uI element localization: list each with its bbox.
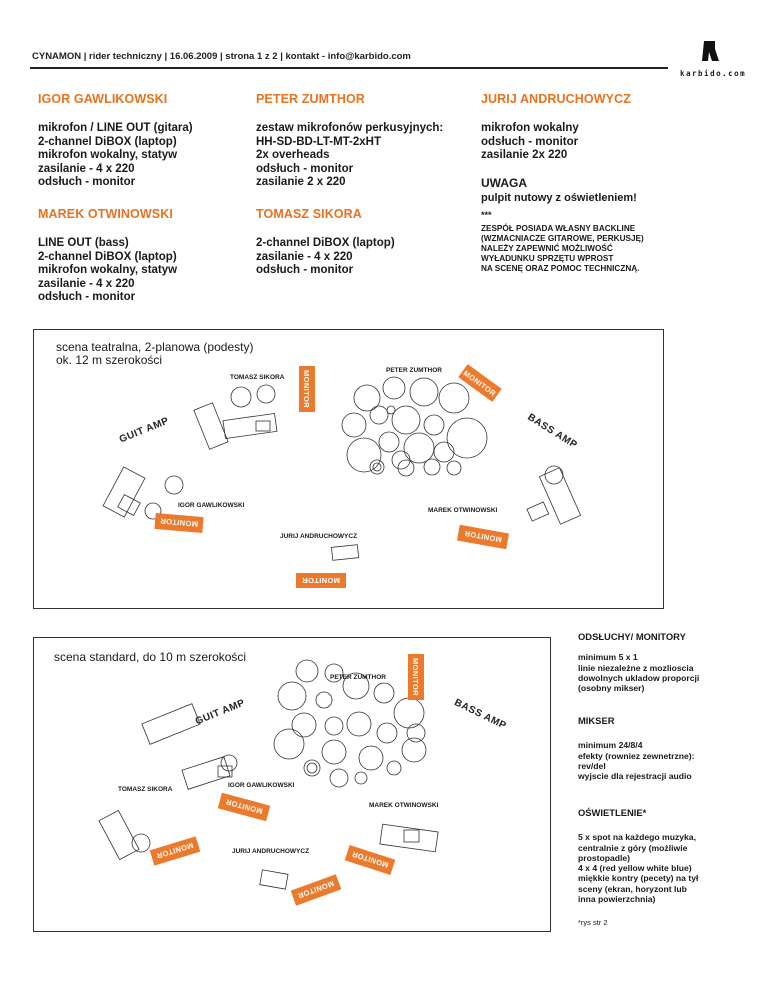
monitor-wedge: MONITOR — [291, 874, 342, 905]
laptop — [527, 502, 549, 521]
karbido-logo — [680, 40, 747, 78]
music-stand — [331, 545, 358, 561]
cymbal — [274, 729, 304, 759]
drum-shell — [379, 432, 399, 452]
req-line: 2-channel DiBOX (laptop) — [38, 135, 177, 148]
req-line: odsłuch - monitor — [38, 176, 136, 188]
backline-line: (WZMACNIACZE GITAROWE, PERKUSJĘ) — [481, 234, 644, 243]
bass-amp-label: BASS AMP — [525, 411, 580, 452]
table — [182, 757, 230, 790]
musician-requirements — [481, 122, 711, 163]
drum-shell — [424, 415, 444, 435]
req-line: mikrofon wokalny — [481, 122, 579, 134]
monitor-wedge: MONITOR — [408, 654, 424, 700]
musician-marek — [38, 207, 268, 305]
drum-shell — [316, 692, 332, 708]
label-peter: PETER ZUMTHOR — [386, 367, 442, 374]
hihat — [307, 763, 317, 773]
stool — [257, 385, 275, 403]
drum-shell — [359, 746, 383, 770]
spec-line: inna powierzchnia) — [578, 894, 656, 905]
music-stand — [260, 870, 288, 889]
musician-requirements — [256, 122, 486, 190]
laptop — [256, 421, 270, 431]
cymbal — [278, 682, 306, 710]
drum-shell — [398, 460, 414, 476]
musician-requirements — [38, 237, 268, 305]
req-line: 2-channel DiBOX (laptop) — [38, 250, 177, 263]
label-tomasz: TOMASZ SIKORA — [118, 786, 173, 793]
header-rule — [30, 67, 668, 69]
backline-text — [481, 224, 711, 274]
spec-line: dowolnych ukladow proporcji — [578, 672, 700, 683]
drum-shell — [296, 660, 318, 682]
req-line: zasilanie 2x 220 — [481, 149, 568, 161]
backline-line: ZESPÓŁ POSIADA WŁASNY BACKLINE — [481, 224, 636, 233]
backline-line: WYŁADUNKU SPRZĘTU WPROST — [481, 254, 614, 263]
spec-title: OŚWIETLENIE* — [578, 807, 647, 818]
req-line: odsłuch - monitor — [256, 162, 354, 175]
req-line: LINE OUT (bass) — [38, 237, 129, 249]
table — [539, 468, 580, 524]
stool — [231, 387, 251, 407]
label-jurij: JURIJ ANDRUCHOWYCZ — [280, 533, 358, 540]
hihat — [304, 760, 320, 776]
kick-drum — [404, 433, 434, 463]
req-line: odsłuch - monitor — [38, 291, 136, 303]
laptop — [118, 495, 140, 516]
req-line: mikrofon / LINE OUT (gitara) — [38, 122, 193, 134]
label-jurij: JURIJ ANDRUCHOWYCZ — [232, 848, 310, 855]
req-line: mikrofon wokalny, statyw — [38, 149, 178, 161]
cymbal — [394, 698, 424, 728]
table — [380, 824, 438, 852]
req-line: mikrofon wokalny, statyw — [38, 264, 178, 276]
cymbal — [447, 418, 487, 458]
musician-name: IGOR GAWLIKOWSKI — [38, 92, 168, 106]
musician-name: PETER ZUMTHOR — [256, 92, 365, 106]
stage-title-line: ok. 12 m szerokości — [56, 353, 163, 367]
monitor-wedge: MONITOR — [345, 845, 396, 875]
stage-plan-standard — [33, 637, 551, 932]
backline-stars: *** — [481, 210, 492, 220]
req-line: 2x overheads — [256, 149, 330, 161]
musician-requirements — [256, 237, 486, 278]
drum-shell — [330, 769, 348, 787]
drum-shell — [439, 383, 469, 413]
drum-shell — [424, 459, 440, 475]
drum-shell — [392, 406, 420, 434]
req-line: odsłuch - monitor — [256, 264, 354, 276]
drum-shell — [347, 712, 371, 736]
hihat — [373, 463, 381, 471]
drum-shell — [325, 717, 343, 735]
kick-drum — [322, 740, 346, 764]
cymbal — [347, 438, 381, 472]
spec-line: (osobny mikser) — [578, 683, 645, 694]
monitor-wedge: MONITOR — [150, 836, 201, 865]
backline-note — [481, 210, 711, 274]
footnote: *rys str 2 — [578, 918, 608, 928]
bass-amp-label: BASS AMP — [452, 697, 508, 732]
monitor-wedge: MONITOR — [218, 793, 270, 821]
stool — [165, 476, 183, 494]
label-marek: MAREK OTWINOWSKI — [428, 507, 498, 514]
label-tomasz: TOMASZ SIKORA — [230, 374, 285, 381]
spec-lighting — [578, 808, 728, 929]
spec-line: efekty (rowniez zewnetrzne): — [578, 750, 695, 761]
req-line: HH-SD-BD-LT-MT-2xHT — [256, 135, 381, 148]
drum-shell — [370, 406, 388, 424]
table — [99, 810, 139, 859]
spec-mixer — [578, 716, 728, 781]
musician-name: JURIJ ANDRUCHOWYCZ — [481, 92, 631, 106]
stool — [132, 834, 150, 852]
drum-shell — [355, 772, 367, 784]
drum-shell — [434, 442, 454, 462]
karbido-logo-icon — [700, 40, 720, 62]
req-line: zasilanie 2 x 220 — [256, 176, 346, 188]
document-header: CYNAMON | rider techniczny | 16.06.2009 | strona 1 z 2 | kontakt - info@karbido.com — [32, 51, 411, 62]
spec-line: rev/del — [578, 760, 606, 771]
musician-jurij — [481, 92, 711, 206]
spec-line: 4 x 4 (red yellow white blue) — [578, 863, 692, 874]
spec-line: miękkie kontry (pecety) na tył — [578, 873, 699, 884]
stool — [221, 755, 237, 771]
req-line: 2-channel DiBOX (laptop) — [256, 237, 395, 249]
monitor-wedge: MONITOR — [299, 366, 315, 412]
drum-shell — [377, 723, 397, 743]
req-line: zestaw mikrofonów perkusyjnych: — [256, 122, 444, 134]
musician-igor — [38, 92, 268, 190]
spec-line: wyjscie dla rejestracji audio — [578, 771, 692, 782]
drum-shell — [387, 406, 395, 414]
drum-shell — [410, 378, 438, 406]
spec-line: minimum 5 x 1 — [578, 652, 638, 663]
drum-shell — [374, 683, 394, 703]
stage-title-line: scena teatralna, 2-planowa (podesty) — [56, 340, 254, 354]
drum-shell — [342, 413, 366, 437]
musician-requirements — [38, 122, 268, 190]
guitar-amp-label: GUIT AMP — [193, 697, 247, 728]
label-igor: IGOR GAWLIKOWSKI — [228, 782, 295, 789]
guitar-amp-label: GUIT AMP — [117, 415, 171, 446]
stage-equipment-drawing — [34, 330, 665, 610]
req-line: zasilanie - 4 x 220 — [38, 162, 135, 175]
spec-title: MIKSER — [578, 715, 615, 726]
spec-line: centralnie z góry (możliwie — [578, 842, 688, 853]
uwaga-title: UWAGA — [481, 175, 527, 190]
musician-name: TOMASZ SIKORA — [256, 207, 362, 221]
stool — [545, 466, 563, 484]
musician-tomasz — [256, 207, 486, 278]
musician-peter — [256, 92, 486, 190]
uwaga-text: pulpit nutowy z oświetleniem! — [481, 192, 637, 204]
spec-line: sceny (ekran, horyzont lub — [578, 883, 687, 894]
table — [223, 413, 277, 438]
drum-shell — [447, 461, 461, 475]
musician-name: MAREK OTWINOWSKI — [38, 207, 173, 221]
monitor-wedge: MONITOR — [458, 364, 501, 402]
spec-line: minimum 24/8/4 — [578, 740, 643, 751]
req-line: zasilanie - 4 x 220 — [256, 250, 353, 263]
table — [142, 704, 200, 745]
laptop — [404, 830, 419, 842]
drum-shell — [383, 377, 405, 399]
label-marek: MAREK OTWINOWSKI — [369, 802, 439, 809]
stage-title: scena standard, do 10 m szerokości — [54, 650, 247, 664]
drum-shell — [354, 385, 380, 411]
table — [103, 467, 145, 517]
spec-line: linie niezależne z mozlioscia — [578, 662, 694, 673]
backline-line: NA SCENĘ ORAZ POMOC TECHNICZNĄ. — [481, 264, 640, 273]
spec-line: prostopadle) — [578, 852, 631, 863]
drum-shell — [387, 761, 401, 775]
logo-text: karbido.com — [680, 69, 747, 78]
monitor-wedge: MONITOR — [154, 513, 203, 533]
monitor-wedge: MONITOR — [296, 573, 346, 588]
monitor-wedge: MONITOR — [457, 525, 509, 549]
hihat — [370, 460, 384, 474]
label-igor: IGOR GAWLIKOWSKI — [178, 502, 245, 509]
drum-shell — [292, 713, 316, 737]
backline-line: NALEŻY ZAPEWNIĆ MOŻLIWOŚĆ — [481, 244, 613, 253]
req-line: odsłuch - monitor — [481, 135, 579, 148]
spec-title: ODSŁUCHY/ MONITORY — [578, 631, 686, 642]
stage-plan-theatre — [33, 329, 664, 609]
req-line: zasilanie - 4 x 220 — [38, 277, 135, 290]
spec-line: 5 x spot na każdego muzyka, — [578, 832, 696, 843]
label-peter: PETER ZUMTHOR — [330, 674, 386, 681]
table — [194, 403, 228, 449]
spec-monitors — [578, 632, 728, 693]
